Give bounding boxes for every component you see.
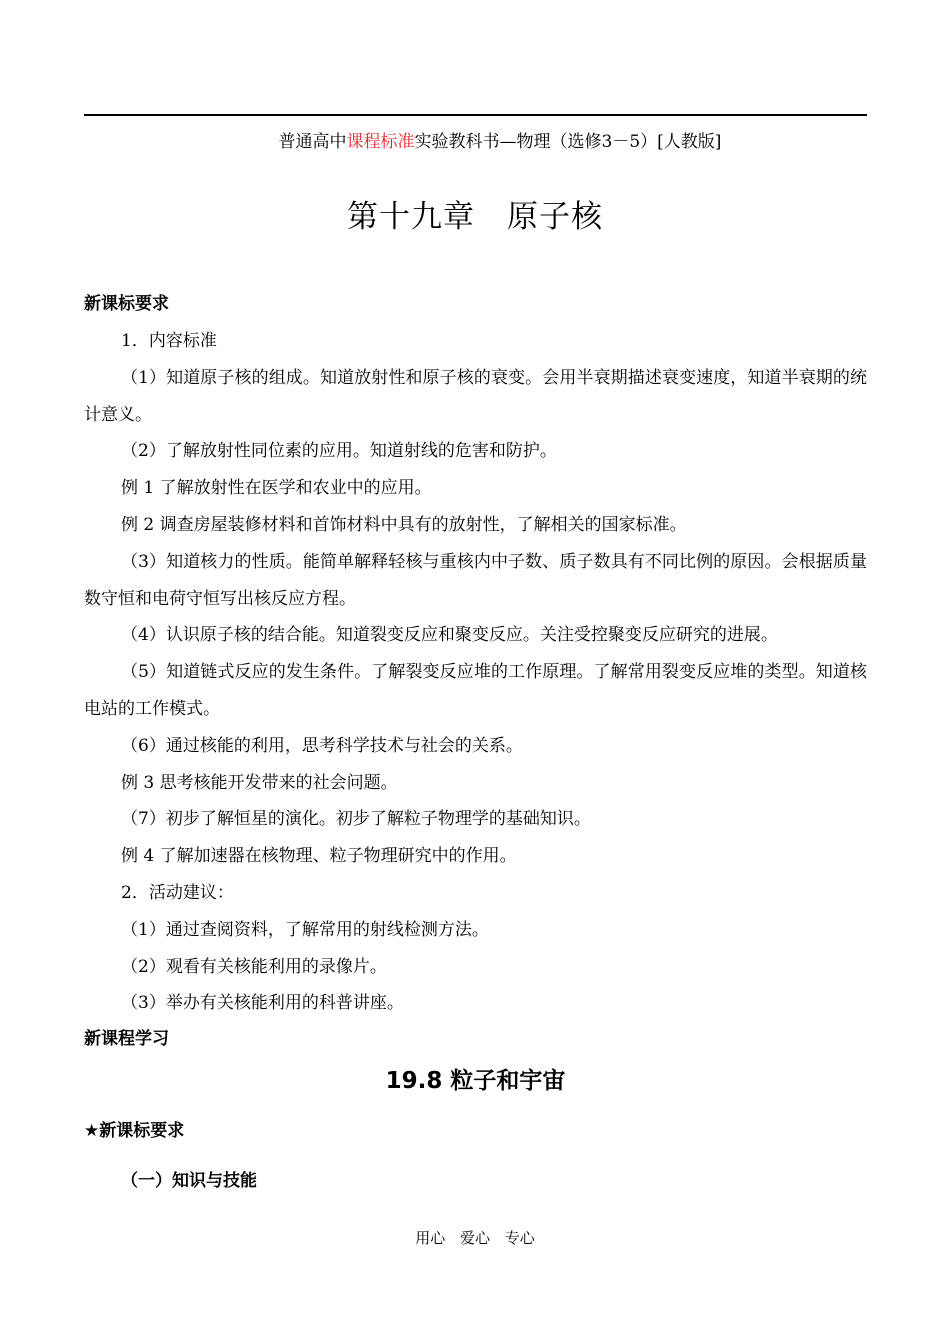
content-standard-heading: 1．内容标准 [121, 331, 217, 351]
activity-item-1: （1）通过查阅资料，了解常用的射线检测方法。 [121, 919, 489, 940]
standard-item-1: （1）知道原子核的组成。知道放射性和原子核的衰变。会用半衰期描述衰变速度，知道半衰期的统计意义。 [84, 367, 867, 425]
document-header [0, 130, 950, 154]
star-requirements-heading: ★新课标要求 [84, 1121, 185, 1142]
example-2: 例 2 调查房屋装修材料和首饰材料中具有的放射性，了解相关的国家标准。 [121, 514, 687, 535]
standard-item-4: （4）认识原子核的结合能。知道裂变反应和聚变反应。关注受控聚变反应研究的进展。 [121, 625, 778, 646]
study-heading: 新课程学习 [84, 1029, 169, 1050]
section-title: 19.8 粒子和宇宙 [385, 1068, 566, 1095]
activity-heading: 2．活动建议： [121, 882, 234, 903]
requirements-heading: 新课标要求 [84, 294, 169, 314]
standard-item-2: （2）了解放射性同位素的应用。知道射线的危害和防护。 [121, 441, 557, 462]
example-4: 例 4 了解加速器在核物理、粒子物理研究中的作用。 [121, 846, 517, 867]
main-content [84, 289, 867, 1196]
activity-item-3: （3）举办有关核能利用的科普讲座。 [121, 993, 404, 1014]
header-text: 普通高中 [278, 132, 347, 152]
chapter-title: 第十九章 原子核 [347, 199, 603, 235]
standard-item-6: （6）通过核能的利用，思考科学技术与社会的关系。 [121, 735, 523, 756]
header-highlight: 课程标准 [346, 132, 415, 152]
header-text-rest: 实验教科书—物理（选修3－5）[人教版] [414, 132, 722, 152]
activity-item-2: （2）观看有关核能利用的录像片。 [121, 956, 387, 977]
standard-item-5: （5）知道链式反应的发生条件。了解裂变反应堆的工作原理。了解常用裂变反应堆的类型。知道核电站的工作模式。 [84, 662, 867, 719]
example-3: 例 3 思考核能开发带来的社会问题。 [121, 772, 398, 793]
standard-item-3: （3）知道核力的性质。能简单解释轻核与重核内中子数、质子数具有不同比例的原因。会根据质量数守恒和电荷守恒写出核反应方程。 [84, 551, 867, 609]
standard-item-7: （7）初步了解恒星的演化。初步了解粒子物理学的基础知识。 [121, 809, 591, 830]
example-1: 例 1 了解放射性在医学和农业中的应用。 [121, 478, 432, 499]
knowledge-skills-heading: （一）知识与技能 [121, 1171, 257, 1192]
top-rule [84, 114, 867, 116]
page-footer: 用心 爱心 专心 [415, 1229, 535, 1247]
